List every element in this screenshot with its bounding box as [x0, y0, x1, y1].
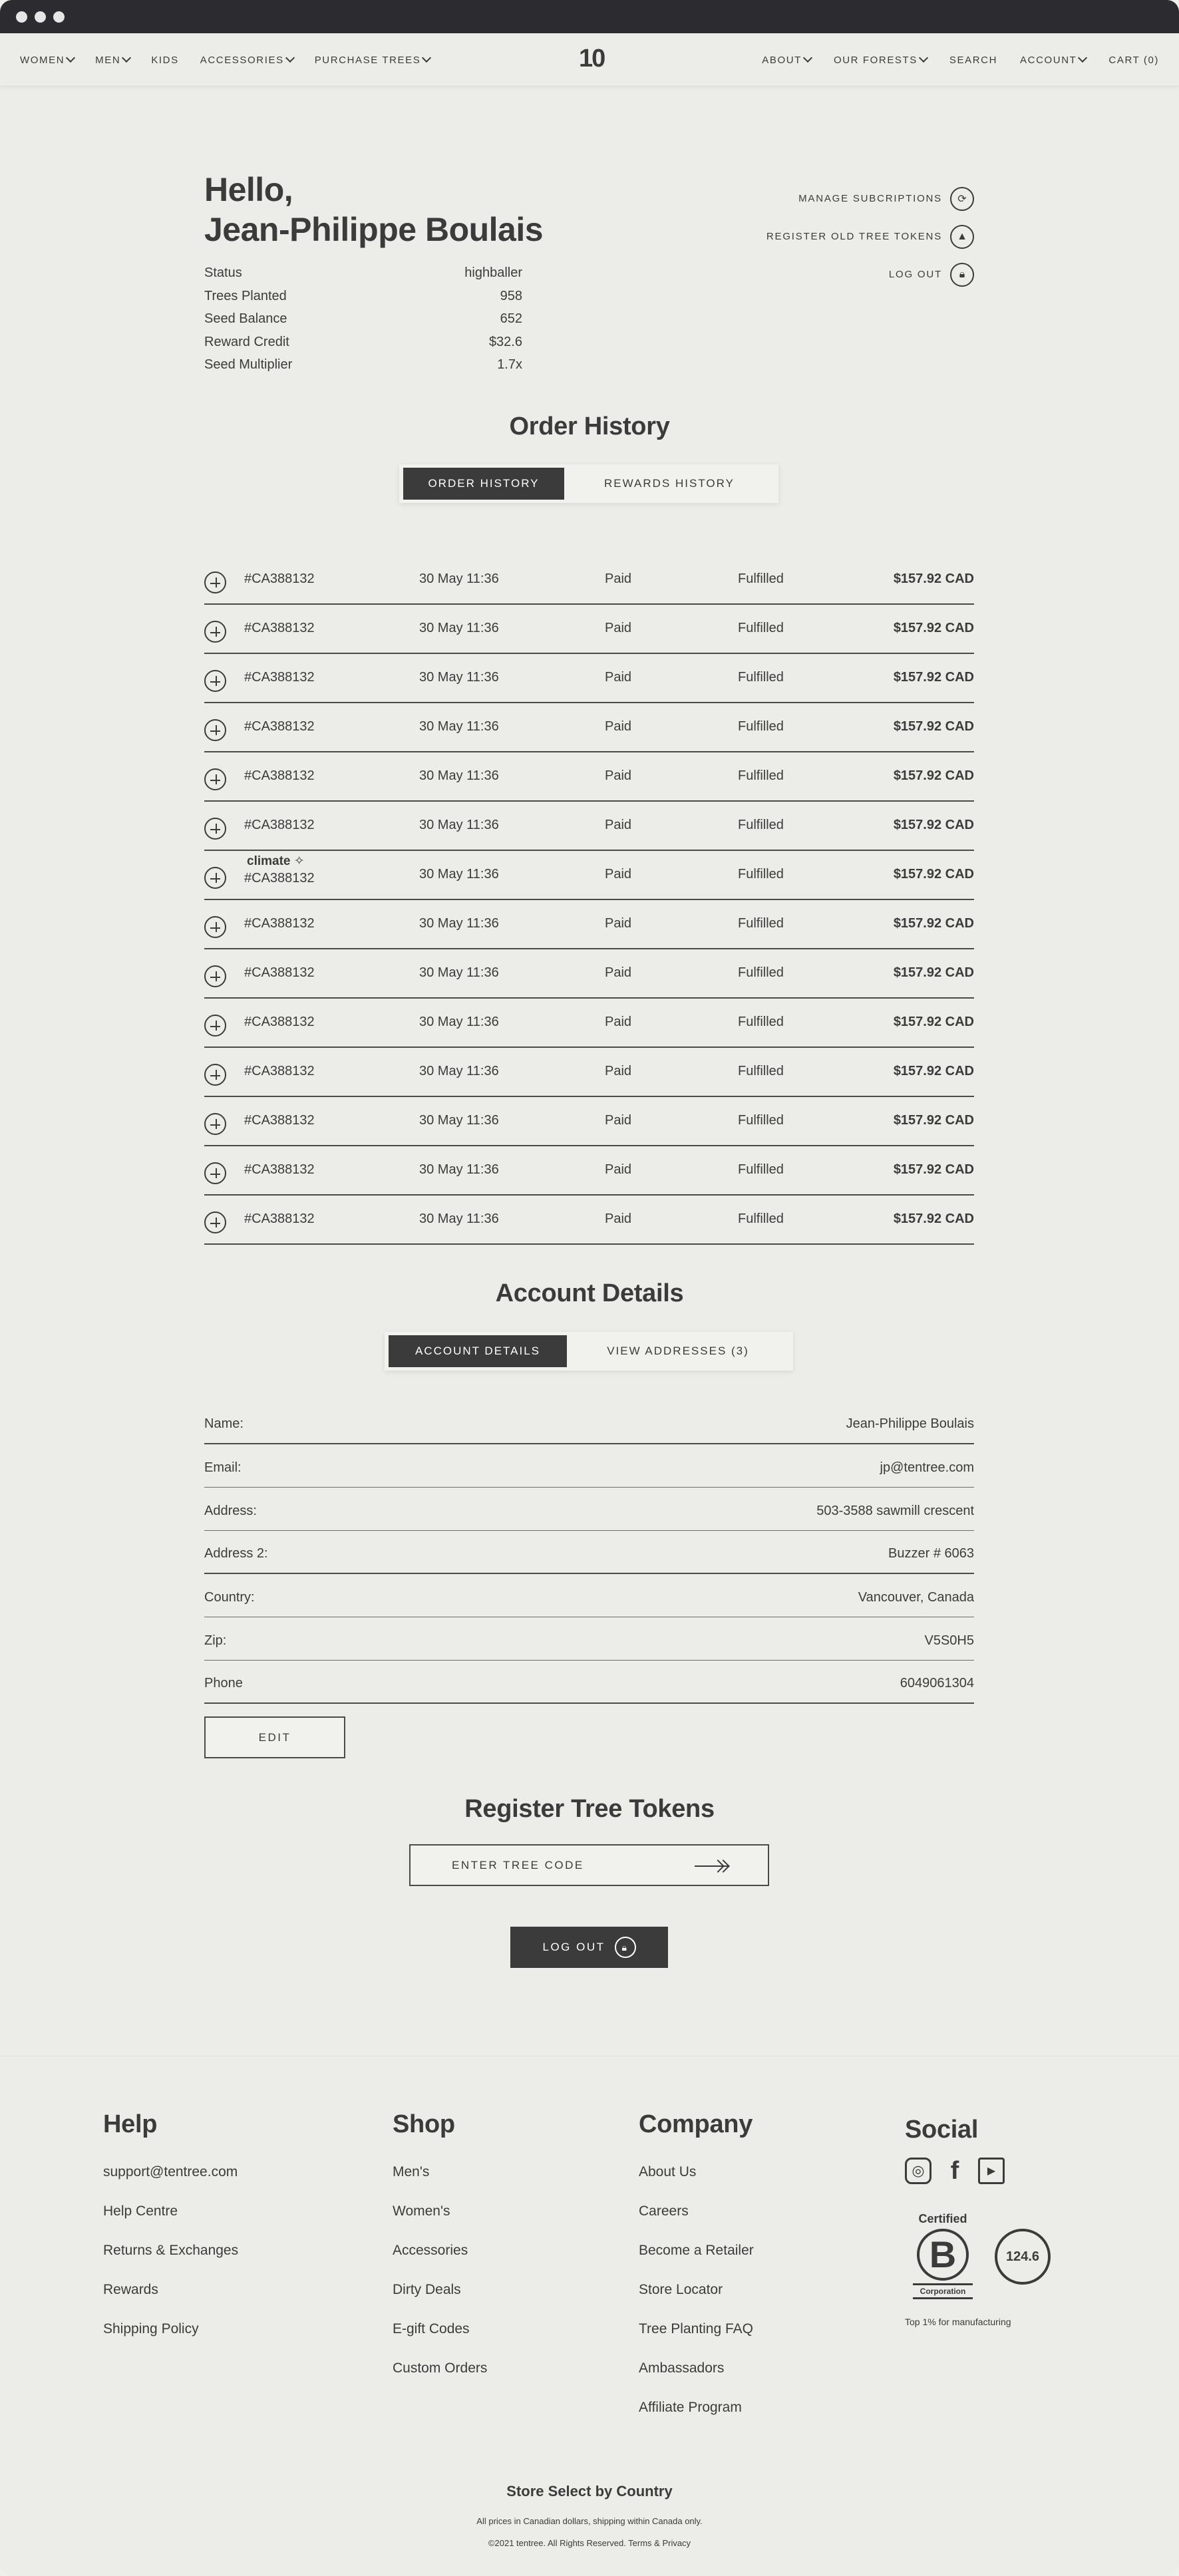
field-zip [204, 1617, 974, 1661]
field-value: V5S0H5 [924, 1633, 974, 1648]
footer-link[interactable]: Shipping Policy [103, 2321, 199, 2336]
field-value: 6049061304 [900, 1676, 974, 1690]
stat-label: Reward Credit [204, 334, 289, 349]
order-total: $157.92 CAD [893, 1211, 974, 1226]
order-date: 30 May 11:36 [419, 965, 499, 980]
field-name [204, 1401, 974, 1444]
order-row[interactable] [204, 1097, 974, 1146]
footer-link[interactable]: E-gift Codes [393, 2321, 470, 2336]
order-row[interactable] [204, 605, 974, 654]
footer-link[interactable]: Returns & Exchanges [103, 2243, 239, 2258]
field-label: Address: [204, 1503, 257, 1518]
bcorp-letter: B [917, 2229, 969, 2281]
stat-label: Trees Planted [204, 288, 287, 303]
footer-help [103, 2110, 238, 2348]
order-payment: Paid [605, 818, 632, 832]
stat-row-reward-credit [204, 331, 522, 354]
footer-heading: Social [905, 2116, 979, 2144]
order-payment: Paid [605, 768, 632, 783]
chevron-down-icon [122, 53, 131, 63]
climate-badge: climate ✧ [247, 854, 305, 868]
stat-value: $32.6 [488, 334, 522, 349]
order-date: 30 May 11:36 [419, 916, 499, 931]
expand-plus-icon[interactable] [204, 1211, 226, 1233]
bcorp-bottom-label: Corporation [913, 2283, 973, 2299]
logout-button[interactable] [510, 1927, 668, 1968]
order-date: 30 May 11:36 [419, 867, 499, 882]
tab-rewards-history[interactable]: REWARDS HISTORY [604, 477, 735, 490]
order-date: 30 May 11:36 [419, 768, 499, 783]
field-label: Email: [204, 1460, 242, 1475]
field-phone [204, 1661, 974, 1704]
order-id: #CA388132 [244, 768, 315, 783]
order-id: #CA388132 [244, 571, 315, 586]
order-row[interactable] [204, 703, 974, 752]
order-status: Fulfilled [738, 1064, 784, 1078]
greeting-text: Hello, [204, 171, 293, 208]
order-payment: Paid [605, 1113, 632, 1128]
footer-shop [393, 2110, 487, 2388]
nav-item-purchase-trees[interactable]: PURCHASE TREES [315, 55, 430, 66]
order-status: Fulfilled [738, 719, 784, 734]
order-row[interactable] [204, 556, 974, 605]
instagram-icon[interactable]: ◎ [905, 2158, 931, 2184]
profile-stats [204, 261, 522, 377]
logout-label: LOG OUT [542, 1941, 605, 1953]
order-date: 30 May 11:36 [419, 1162, 499, 1177]
price-note: All prices in Canadian dollars, shipping within Canada only. [476, 2516, 703, 2526]
order-date: 30 May 11:36 [419, 1064, 499, 1078]
footer-link[interactable]: Ambassadors [639, 2360, 725, 2376]
order-payment: Paid [605, 1064, 632, 1078]
order-id: #CA388132 [244, 719, 315, 734]
order-row[interactable] [204, 654, 974, 703]
order-date: 30 May 11:36 [419, 1015, 499, 1029]
order-total: $157.92 CAD [893, 965, 974, 980]
order-payment: Paid [605, 965, 632, 980]
order-history-title: Order History [509, 412, 670, 440]
order-status: Fulfilled [738, 1015, 784, 1029]
order-payment: Paid [605, 916, 632, 931]
tree-icon: ▲ [950, 225, 974, 249]
footer-company [639, 2110, 754, 2427]
footer-link[interactable]: Tree Planting FAQ [639, 2321, 753, 2336]
order-total: $157.92 CAD [893, 719, 974, 734]
order-id: #CA388132 [244, 1211, 315, 1226]
order-row[interactable] [204, 802, 974, 851]
stat-label: Seed Multiplier [204, 357, 293, 372]
order-total: $157.92 CAD [893, 1064, 974, 1078]
logo-text: 10 [579, 44, 605, 73]
order-id: #CA388132 [244, 818, 315, 832]
expand-plus-icon[interactable] [204, 719, 226, 741]
bcorp-top-label: Certified [918, 2212, 967, 2225]
order-total: $157.92 CAD [893, 670, 974, 685]
footer-link[interactable]: Men's [393, 2164, 430, 2179]
order-id: #CA388132 [244, 621, 315, 635]
order-status: Fulfilled [738, 1162, 784, 1177]
order-date: 30 May 11:36 [419, 1211, 499, 1226]
order-date: 30 May 11:36 [419, 1113, 499, 1128]
order-date: 30 May 11:36 [419, 719, 499, 734]
order-id: #CA388132 [244, 1015, 315, 1029]
order-payment: Paid [605, 867, 632, 882]
field-value: Jean-Philippe Boulais [846, 1416, 974, 1431]
stat-row-seed-balance [204, 307, 522, 331]
order-status: Fulfilled [738, 571, 784, 586]
order-id: #CA388132 [244, 871, 315, 886]
chevron-down-icon [66, 53, 75, 63]
facebook-icon[interactable]: f [950, 2156, 959, 2185]
nav-item-women[interactable]: WOMEN [20, 55, 74, 66]
field-value: Buzzer # 6063 [888, 1546, 974, 1561]
order-date: 30 May 11:36 [419, 621, 499, 635]
order-payment: Paid [605, 1162, 632, 1177]
register-tokens-title: Register Tree Tokens [464, 1795, 715, 1823]
order-row[interactable] [204, 1146, 974, 1196]
footer-link[interactable]: Accessories [393, 2243, 468, 2258]
order-row[interactable] [204, 900, 974, 949]
account-links [735, 180, 974, 293]
order-row[interactable] [204, 1196, 974, 1245]
link-label: LOG OUT [888, 269, 942, 280]
tab-order-history[interactable]: ORDER HISTORY [403, 468, 564, 500]
order-date: 30 May 11:36 [419, 571, 499, 586]
expand-plus-icon[interactable] [204, 1064, 226, 1086]
nav-item-cart[interactable]: CART (0) [1108, 54, 1159, 66]
field-label: Address 2: [204, 1546, 268, 1561]
order-total: $157.92 CAD [893, 768, 974, 783]
window-dot-maximize[interactable] [53, 11, 65, 23]
nav-item-men[interactable]: MEN [95, 55, 130, 66]
footer-heading: Shop [393, 2110, 455, 2138]
expand-plus-icon[interactable] [204, 1113, 226, 1135]
order-total: $157.92 CAD [893, 1015, 974, 1029]
nav-item-about[interactable]: ABOUT [762, 55, 811, 66]
link-label: REGISTER OLD TREE TOKENS [766, 231, 942, 242]
stat-row-seed-multiplier [204, 353, 522, 377]
order-payment: Paid [605, 571, 632, 586]
order-total: $157.92 CAD [893, 1113, 974, 1128]
order-status: Fulfilled [738, 965, 784, 980]
stat-label: Seed Balance [204, 311, 287, 326]
nav-item-account[interactable]: ACCOUNT [1020, 55, 1086, 66]
order-id: #CA388132 [244, 670, 315, 685]
chevron-down-icon [919, 53, 928, 63]
greeting-heading [204, 170, 543, 249]
chevron-down-icon [803, 53, 812, 63]
order-status: Fulfilled [738, 621, 784, 635]
footer-link[interactable]: Women's [393, 2203, 450, 2219]
footer-heading: Help [103, 2110, 158, 2138]
account-tabs [385, 1332, 793, 1370]
order-id: #CA388132 [244, 1113, 315, 1128]
refresh-icon: ⟳ [950, 187, 974, 211]
bcorp-score: 124.6 [995, 2229, 1051, 2285]
order-total: $157.92 CAD [893, 916, 974, 931]
field-value: jp@tentree.com [880, 1460, 974, 1475]
lock-icon: 🔒︎ [950, 263, 974, 287]
order-status: Fulfilled [738, 1113, 784, 1128]
nav-item-kids[interactable]: KIDS [151, 54, 179, 66]
order-total: $157.92 CAD [893, 621, 974, 635]
footer-link[interactable]: Affiliate Program [639, 2400, 742, 2415]
order-total: $157.92 CAD [893, 1162, 974, 1177]
stat-value: 652 [500, 311, 522, 326]
arrow-right-icon[interactable] [695, 1865, 728, 1867]
field-country [204, 1574, 974, 1617]
footer-link[interactable]: Help Centre [103, 2203, 178, 2219]
bcorp-badge [913, 2212, 973, 2299]
order-tabs [399, 464, 778, 503]
expand-plus-icon[interactable] [204, 621, 226, 643]
order-status: Fulfilled [738, 916, 784, 931]
lock-icon: 🔒︎ [615, 1937, 636, 1958]
order-status: Fulfilled [738, 670, 784, 685]
footer-link[interactable]: Careers [639, 2203, 689, 2219]
expand-plus-icon[interactable] [204, 1162, 226, 1184]
order-payment: Paid [605, 1015, 632, 1029]
order-status: Fulfilled [738, 818, 784, 832]
order-id: #CA388132 [244, 916, 315, 931]
order-list [204, 556, 974, 1245]
stat-value: 1.7x [497, 357, 522, 372]
account-fields [204, 1401, 974, 1704]
tab-view-addresses[interactable]: VIEW ADDRESSES (3) [607, 1345, 749, 1357]
social-icons [905, 2158, 1018, 2184]
order-row[interactable] [204, 1048, 974, 1097]
chevron-down-icon [285, 53, 295, 63]
footer-link[interactable]: Become a Retailer [639, 2243, 754, 2258]
logout-link[interactable] [735, 255, 974, 293]
copyright: ©2021 tentree. All Rights Reserved. Terms & Privacy [488, 2538, 691, 2548]
footer-link[interactable]: Dirty Deals [393, 2282, 461, 2297]
expand-plus-icon[interactable] [204, 571, 226, 593]
footer-heading: Company [639, 2110, 753, 2138]
manage-subscriptions-link[interactable] [735, 180, 974, 218]
tab-account-details[interactable]: ACCOUNT DETAILS [389, 1335, 567, 1367]
order-date: 30 May 11:36 [419, 818, 499, 832]
chevron-down-icon [422, 53, 431, 63]
footer-link[interactable]: Rewards [103, 2282, 158, 2297]
expand-plus-icon[interactable] [204, 1015, 226, 1037]
order-payment: Paid [605, 1211, 632, 1226]
footer-link[interactable]: support@tentree.com [103, 2164, 238, 2179]
order-id: #CA388132 [244, 1162, 315, 1177]
order-payment: Paid [605, 670, 632, 685]
register-old-tokens-link[interactable] [735, 218, 974, 255]
order-status: Fulfilled [738, 1211, 784, 1226]
expand-plus-icon[interactable] [204, 818, 226, 840]
expand-plus-icon[interactable] [204, 670, 226, 692]
nav-left [20, 33, 451, 86]
order-date: 30 May 11:36 [419, 670, 499, 685]
order-status: Fulfilled [738, 867, 784, 882]
field-value: 503-3588 sawmill crescent [816, 1503, 974, 1518]
expand-plus-icon[interactable] [204, 867, 226, 889]
order-id: #CA388132 [244, 965, 315, 980]
stat-row-status [204, 261, 522, 285]
order-status: Fulfilled [738, 768, 784, 783]
chevron-down-icon [1078, 53, 1087, 63]
order-payment: Paid [605, 621, 632, 635]
order-total: $157.92 CAD [893, 818, 974, 832]
field-address-2 [204, 1531, 974, 1574]
browser-chrome [0, 0, 1179, 33]
field-label: Name: [204, 1416, 244, 1431]
youtube-icon[interactable]: ▶ [978, 2158, 1005, 2184]
edit-button[interactable]: EDIT [204, 1716, 345, 1758]
user-name: Jean-Philippe Boulais [204, 211, 544, 248]
field-value: Vancouver, Canada [858, 1589, 974, 1605]
expand-plus-icon[interactable] [204, 965, 226, 987]
nav-right [739, 33, 1159, 86]
nav-item-accessories[interactable]: ACCESSORIES [200, 55, 293, 66]
field-label: Phone [204, 1676, 243, 1690]
field-label: Country: [204, 1589, 255, 1605]
bcorp-note: Top 1% for manufacturing [905, 2317, 1011, 2327]
expand-plus-icon[interactable] [204, 916, 226, 938]
footer-link[interactable]: Store Locator [639, 2282, 723, 2297]
stat-row-trees-planted [204, 285, 522, 308]
order-total: $157.92 CAD [893, 571, 974, 586]
stat-value: 958 [500, 288, 522, 303]
field-label: Zip: [204, 1633, 227, 1648]
stat-label: Status [204, 265, 242, 280]
brand-logo[interactable] [579, 44, 616, 73]
account-details-title: Account Details [495, 1279, 684, 1307]
tree-code-input[interactable] [409, 1844, 769, 1886]
order-row-climate[interactable] [204, 851, 974, 900]
nav-item-search[interactable]: SEARCH [949, 54, 998, 66]
nav-item-our-forests[interactable]: OUR FORESTS [834, 55, 927, 66]
field-email [204, 1444, 974, 1488]
footer-social [905, 2110, 1018, 2184]
store-select-link[interactable]: Store Select by Country [506, 2483, 673, 2499]
order-total: $157.92 CAD [893, 867, 974, 882]
window-dot-close[interactable] [16, 11, 27, 23]
order-row[interactable] [204, 999, 974, 1048]
tree-code-placeholder: ENTER TREE CODE [452, 1858, 584, 1871]
field-address [204, 1488, 974, 1531]
expand-plus-icon[interactable] [204, 768, 226, 790]
order-id: #CA388132 [244, 1064, 315, 1078]
order-row[interactable] [204, 752, 974, 802]
footer-link[interactable]: Custom Orders [393, 2360, 488, 2376]
link-label: MANAGE SUBCRIPTIONS [798, 193, 942, 204]
window-dot-minimize[interactable] [35, 11, 46, 23]
order-payment: Paid [605, 719, 632, 734]
footer-link[interactable]: About Us [639, 2164, 697, 2179]
stat-value: highballer [464, 265, 522, 280]
order-row[interactable] [204, 949, 974, 999]
